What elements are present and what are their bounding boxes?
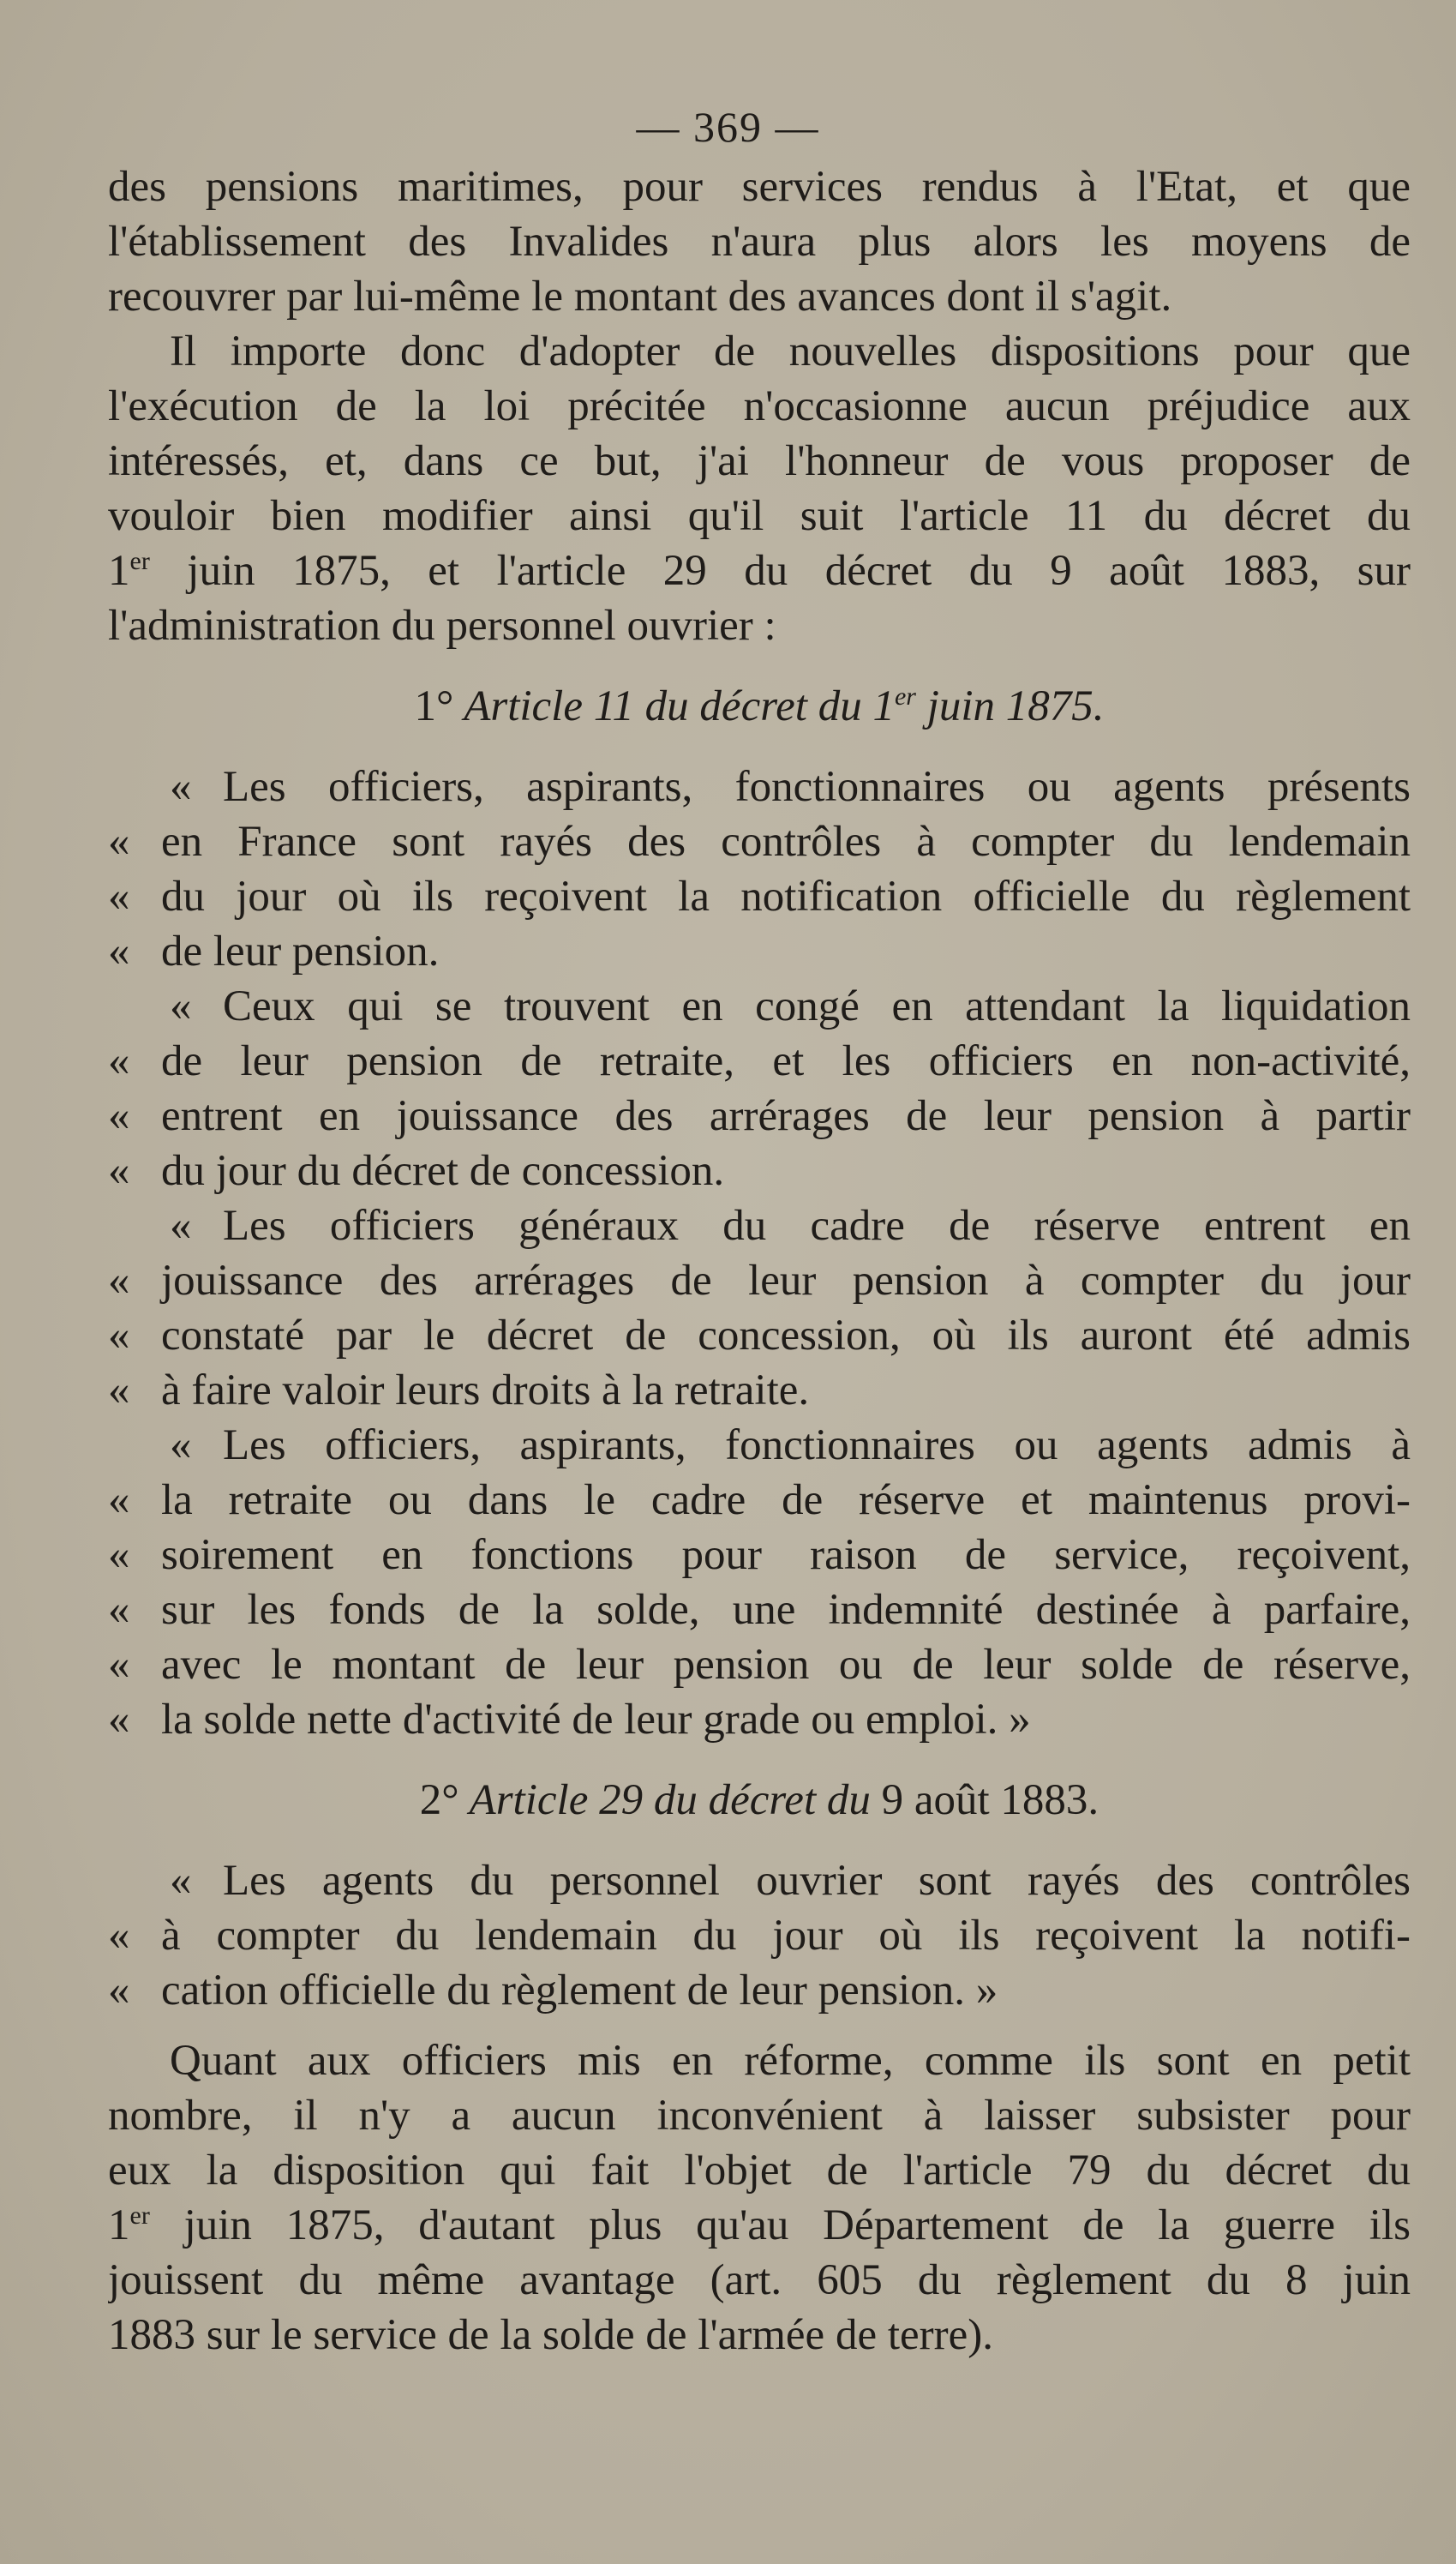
guillemet: « (170, 1421, 192, 1469)
article-29-quote (108, 1853, 1411, 2018)
quote-text: cation officielle du règlement de leur pension. » (161, 1967, 998, 2015)
guillemet: « (108, 1641, 130, 1689)
guillemet: « (170, 982, 192, 1030)
quote-line (108, 869, 1411, 924)
heading-date: juin 1875. (926, 682, 1105, 730)
section-heading-article-29 (108, 1773, 1411, 1828)
text-line: des pensions maritimes, pour services rendus à l'Etat, et que (108, 163, 1411, 211)
quote-line (108, 1637, 1411, 1692)
quote-text: Les officiers généraux du cadre de réserve entrent en (223, 1202, 1411, 1250)
text-line: eux la disposition qui fait l'objet de l'article 79 du décret du (108, 2147, 1411, 2195)
guillemet: « (108, 928, 130, 976)
text-line: Il importe donc d'adopter de nouvelles dispositions pour que (170, 327, 1411, 375)
text-fragment: 1 (108, 2201, 130, 2249)
quote-text: jouissance des arrérages de leur pension à compter du jour (161, 1257, 1411, 1305)
text-line: recouvrer par lui-même le montant des avances dont il s'agit. (108, 273, 1172, 321)
heading-number: 1° (414, 682, 454, 730)
text-line (108, 543, 1411, 598)
guillemet: « (108, 873, 130, 921)
superscript: er (894, 682, 916, 711)
quote-text: du jour où ils reçoivent la notification officielle du règlement (161, 873, 1411, 921)
quote-text: entrent en jouissance des arrérages de leur pension à partir (161, 1092, 1411, 1140)
text-line: nombre, il n'y a aucun inconvénient à laisser subsister pour (108, 2092, 1411, 2140)
quote-text: avec le montant de leur pension ou de leur solde de réserve, (161, 1641, 1411, 1689)
text-line: l'administration du personnel ouvrier : (108, 602, 776, 650)
text-line: vouloir bien modifier ainsi qu'il suit l'article 11 du décret du (108, 492, 1411, 540)
guillemet: « (170, 1202, 192, 1250)
quote-line (108, 979, 1411, 1034)
heading-number: 2° (419, 1776, 459, 1824)
text-fragment: 1 (108, 547, 130, 595)
quote-line (108, 1034, 1411, 1089)
quote-text: Les officiers, aspirants, fonctionnaires ou agents présents (223, 763, 1411, 811)
quote-line (108, 924, 1411, 979)
quote-line (108, 1253, 1411, 1308)
superscript: er (129, 547, 150, 575)
heading-text: Article 29 du décret du (469, 1776, 871, 1824)
quote-line (108, 1363, 1411, 1418)
quote-line (108, 1908, 1411, 1963)
quote-text: la retraite ou dans le cadre de réserve et maintenus provi- (161, 1476, 1411, 1524)
guillemet: « (108, 1912, 130, 1960)
quote-line (108, 814, 1411, 869)
quote-line (108, 1198, 1411, 1253)
guillemet: « (108, 1366, 130, 1414)
guillemet: « (108, 1967, 130, 2015)
text-line: l'établissement des Invalides n'aura plus alors les moyens de (108, 218, 1411, 266)
quote-line (108, 1308, 1411, 1363)
quote-text: Ceux qui se trouvent en congé en attendant la liquidation (223, 982, 1411, 1030)
guillemet: « (108, 1147, 130, 1195)
quote-text: la solde nette d'activité de leur grade ou emploi. » (161, 1696, 1031, 1744)
guillemet: « (108, 1037, 130, 1085)
paragraph-proposal (108, 324, 1411, 653)
quote-text: de leur pension. (161, 928, 440, 976)
text-line: Quant aux officiers mis en réforme, comme ils sont en petit (170, 2037, 1411, 2085)
text-fragment: juin 1875, d'autant plus qu'au Département de la guerre ils (149, 2201, 1411, 2249)
quote-line (108, 1692, 1411, 1747)
heading-text: Article 11 du décret du 1 (464, 682, 895, 730)
page-number: — 369 — (636, 103, 820, 151)
quote-line (108, 1963, 1411, 2018)
quote-line (108, 1853, 1411, 1908)
quote-text: soirement en fonctions pour raison de service, reçoivent, (161, 1531, 1411, 1579)
guillemet: « (108, 1476, 130, 1524)
quote-line (108, 1582, 1411, 1637)
guillemet: « (108, 1312, 130, 1360)
guillemet: « (170, 1857, 192, 1905)
guillemet: « (108, 1696, 130, 1744)
guillemet: « (108, 1092, 130, 1140)
text-line: l'exécution de la loi précitée n'occasionne aucun préjudice aux (108, 382, 1411, 430)
quote-line (108, 1528, 1411, 1582)
superscript: er (129, 2201, 150, 2230)
text-line: jouissent du même avantage (art. 605 du règlement du 8 juin (108, 2256, 1411, 2304)
guillemet: « (108, 818, 130, 866)
quote-text: sur les fonds de la solde, une indemnité destinée à parfaire, (161, 1586, 1411, 1634)
guillemet: « (170, 763, 192, 811)
guillemet: « (108, 1257, 130, 1305)
quote-text: en France sont rayés des contrôles à compter du lendemain (161, 818, 1411, 866)
guillemet: « (108, 1586, 130, 1634)
text-body (108, 159, 1411, 2363)
quote-line (108, 1473, 1411, 1528)
quote-text: à compter du lendemain du jour où ils reçoivent la notifi- (161, 1912, 1411, 1960)
text-line: intéressés, et, dans ce but, j'ai l'honneur de vous proposer de (108, 437, 1411, 485)
text-fragment: juin 1875, et l'article 29 du décret du 9 août 1883, sur (149, 547, 1411, 595)
guillemet: « (108, 1531, 130, 1579)
quote-text: Les officiers, aspirants, fonctionnaires ou agents admis à (223, 1421, 1411, 1469)
section-heading-article-11 (108, 679, 1411, 734)
heading-date: 9 août 1883. (881, 1776, 1099, 1824)
paragraph-continuation (108, 159, 1411, 324)
quote-line (108, 1418, 1411, 1473)
quote-line (108, 1089, 1411, 1144)
quote-text: constaté par le décret de concession, où ils auront été admis (161, 1312, 1411, 1360)
paragraph-reform-officers (108, 2033, 1411, 2363)
quote-text: du jour du décret de concession. (161, 1147, 725, 1195)
quote-text: à faire valoir leurs droits à la retraite. (161, 1366, 810, 1414)
quote-text: Les agents du personnel ouvrier sont rayés des contrôles (223, 1857, 1411, 1905)
text-line (108, 2198, 1411, 2253)
quote-line (108, 1144, 1411, 1198)
text-line: 1883 sur le service de la solde de l'armée de terre). (108, 2311, 993, 2359)
quote-text: de leur pension de retraite, et les officiers en non-activité, (161, 1037, 1411, 1085)
article-11-quote (108, 760, 1411, 1747)
quote-line (108, 760, 1411, 814)
